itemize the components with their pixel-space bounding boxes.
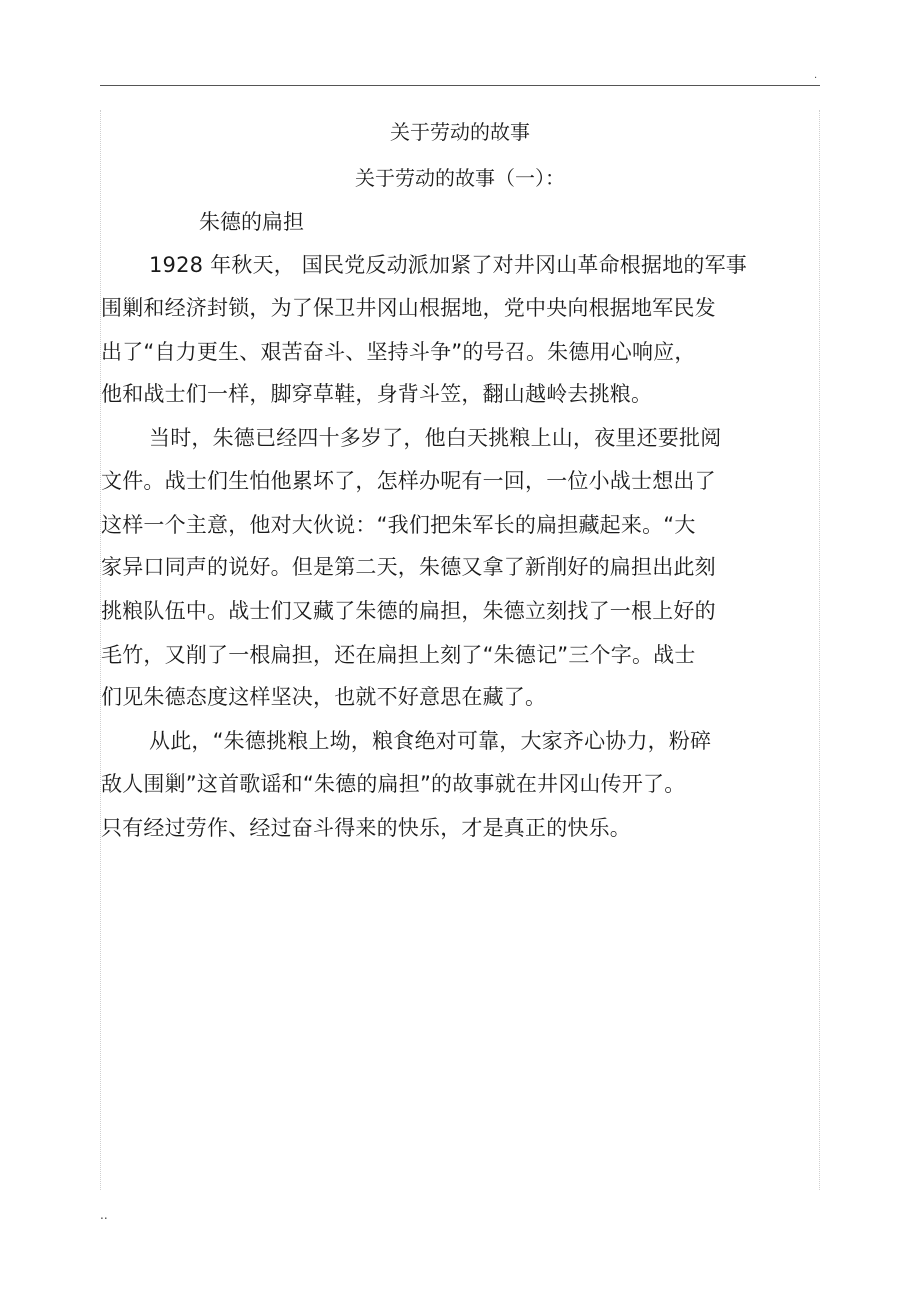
body-line: 只有经过劳作、经过奋斗得来的快乐，才是真正的快乐。: [101, 816, 631, 840]
body-line: 文件。战士们生怕他累坏了，怎样办呢有一回，一位小战士想出了: [101, 469, 716, 493]
body-line: 从此，“朱德挑粮上坳，粮食绝对可靠，大家齐心协力，粉碎: [149, 729, 712, 753]
section-title: 关于劳动的故事（一）：: [355, 166, 565, 190]
body-line: 家异口同声的说好。但是第二天，朱德又拿了新削好的扁担出此刻: [101, 555, 716, 579]
body-line: 这样一个主意，他对大伙说：“我们把朱军长的扁担藏起来。“大: [101, 513, 696, 537]
header-rule: [100, 85, 820, 86]
body-line: 当时，朱德已经四十多岁了，他白天挑粮上山，夜里还要批阅: [149, 426, 722, 450]
body-line: 们见朱德态度这样坚决，也就不好意思在藏了。: [101, 685, 547, 709]
right-margin-guide: [819, 110, 820, 1190]
body-line: 他和战士们一样，脚穿草鞋，身背斗笠，翻山越岭去挑粮。: [101, 382, 653, 406]
story-title: 朱德的扁担: [199, 210, 304, 234]
body-line: 围剿和经济封锁，为了保卫井冈山根据地，党中央向根据地军民发: [101, 296, 716, 320]
body-line: 1928 年秋天， 国民党反动派加紧了对井冈山革命根据地的军事: [149, 253, 747, 277]
footer-corner-mark: ..: [100, 1208, 108, 1222]
body-line: 挑粮队伍中。战士们又藏了朱德的扁担，朱德立刻找了一根上好的: [101, 599, 716, 623]
body-line: 敌人围剿”这首歌谣和“朱德的扁担”的故事就在井冈山传开了。: [101, 772, 686, 796]
header-corner-mark: .: [814, 70, 818, 81]
body-line: 出了“自力更生、艰苦奋斗、坚持斗争”的号召。朱德用心响应，: [101, 340, 696, 364]
body-line: 毛竹，又削了一根扁担，还在扁担上刻了“朱德记”三个字。战士: [101, 643, 696, 667]
document-title: 关于劳动的故事: [390, 120, 530, 144]
